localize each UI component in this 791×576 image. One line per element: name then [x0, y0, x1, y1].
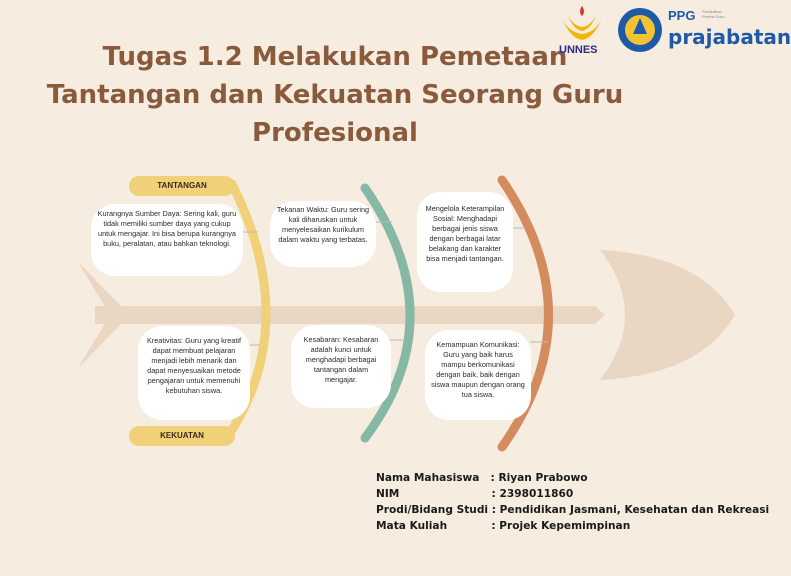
node-text: Tekanan Waktu: Guru sering kali diharuskan untuk menyelesaikan kurikulum dalam waktu yang terbatas. — [276, 205, 370, 244]
node-tantangan-2 — [270, 201, 376, 267]
label-tantangan: TANTANGAN — [129, 176, 235, 196]
info-prodi: Prodi/Bidang Studi : Pendidikan Jasmani, Kesehatan dan Rekreasi — [376, 504, 770, 516]
node-kekuatan-1 — [138, 326, 250, 420]
node-kekuatan-2 — [291, 325, 391, 408]
node-text: Kurangnya Sumber Daya: Sering kali, guru tidak memiliki sumber daya yang cukup untuk mengajar. Ini bisa berupa kurangnya buku, peralatan, atau bahkan teknologi. — [97, 209, 237, 248]
unnes-text: UNNES — [559, 44, 598, 56]
node-text: Kemampuan Komunikasi: Guru yang baik harus mampu berkomunikasi dengan baik, baik dengan siswa maupun dengan orang tua siswa. — [431, 340, 525, 399]
label-kekuatan: KEKUATAN — [129, 426, 235, 446]
info-nim: NIM : 2398011860 — [376, 488, 574, 500]
node-tantangan-3 — [417, 192, 513, 292]
title-line-1: Tugas 1.2 Melakukan Pemetaan — [102, 42, 568, 72]
prajabatan-text: prajabatan — [668, 25, 791, 49]
node-text: Mengelola Keterampilan Sosial: Menghadapi berbagai jenis siswa dengan berbagai latar belakang dan karakter bisa menjadi tantangan. — [425, 204, 505, 263]
ppg-text: PPG — [668, 8, 696, 23]
info-matkul: Mata Kuliah : Projek Kepemimpinan — [376, 520, 631, 532]
node-tantangan-1 — [91, 204, 243, 276]
title-line-2: Tantangan dan Kekuatan Seorang Guru — [46, 80, 624, 110]
info-nama: Nama Mahasiswa : Riyan Prabowo — [376, 472, 588, 484]
fish-head — [600, 250, 735, 380]
node-text: Kesabaran: Kesabaran adalah kunci untuk menghadapi berbagai tantangan dalam mengajar. — [303, 335, 379, 384]
ppg-subtext: Pendidikan Profesi Guru — [702, 9, 725, 19]
fish-spine — [95, 306, 605, 324]
title-line-3: Profesional — [252, 118, 418, 148]
student-info — [376, 470, 769, 534]
node-kekuatan-3 — [425, 330, 531, 420]
page-title — [40, 38, 630, 152]
node-text: Kreativitas: Guru yang kreatif dapat membuat pelajaran menjadi lebih menarik dan dapat menyesuaikan metode pengajaran untuk memenuhi kebutuhan siswa. — [146, 336, 242, 395]
